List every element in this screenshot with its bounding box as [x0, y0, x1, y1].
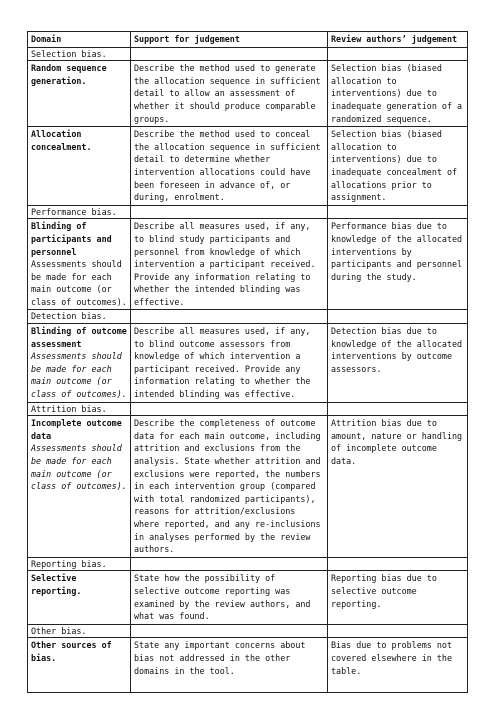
- section-row: [28, 310, 468, 324]
- support-cell: State how the possibility of selective outcome reporting was examined by the review authors, and what was found.: [131, 571, 328, 624]
- domain-title: Blinding of outcome assessment: [31, 326, 127, 349]
- section-label: Reporting bias.: [28, 557, 131, 571]
- domain-title: Other sources of bias.: [31, 640, 112, 663]
- judgement-cell: Bias due to problems not covered elsewhere in the table.: [328, 638, 468, 693]
- section-label: Detection bias.: [28, 310, 131, 324]
- domain-cell: [28, 324, 131, 403]
- section-label: Performance bias.: [28, 205, 131, 219]
- domain-cell: [28, 416, 131, 558]
- domain-cell: [28, 61, 131, 127]
- section-row: [28, 205, 468, 219]
- domain-title: Blinding of participants and personnel: [31, 221, 112, 257]
- table-row: [28, 127, 468, 206]
- header-judgement: Review authors’ judgement: [328, 32, 468, 48]
- header-row: [28, 32, 468, 48]
- section-row: [28, 557, 468, 571]
- judgement-cell: Selection bias (biased allocation to interventions) due to inadequate concealment of allocations prior to assignment.: [328, 127, 468, 206]
- judgement-cell: Performance bias due to knowledge of the allocated interventions by participants and personnel during the study.: [328, 219, 468, 310]
- header-support: Support for judgement: [131, 32, 328, 48]
- support-cell: Describe the method used to generate the allocation sequence in sufficient detail to allow an assessment of whether it should produce comparable groups.: [131, 61, 328, 127]
- domain-title: Allocation concealment.: [31, 129, 92, 152]
- table-row: [28, 61, 468, 127]
- table-row: [28, 571, 468, 624]
- domain-title: Incomplete outcome data: [31, 418, 122, 441]
- domain-title: Selective reporting.: [31, 573, 82, 596]
- section-label: Selection bias.: [28, 47, 131, 61]
- domain-cell: [28, 571, 131, 624]
- table-header: [28, 32, 468, 48]
- support-cell: Describe all measures used, if any, to blind outcome assessors from knowledge of which intervention a participant received. Provide any information relating to whether the intended blinding was effective.: [131, 324, 328, 403]
- domain-cell: [28, 638, 131, 693]
- domain-cell: [28, 219, 131, 310]
- judgement-cell: Detection bias due to knowledge of the allocated interventions by outcome assessors.: [328, 324, 468, 403]
- table-row: [28, 324, 468, 403]
- domain-cell: [28, 127, 131, 206]
- section-row: [28, 402, 468, 416]
- header-domain: Domain: [28, 32, 131, 48]
- judgement-cell: Reporting bias due to selective outcome reporting.: [328, 571, 468, 624]
- domain-title: Random sequence generation.: [31, 63, 107, 86]
- domain-note: Assessments should be made for each main outcome (or class of outcomes).: [31, 351, 127, 400]
- domain-note: Assessments should be made for each main outcome (or class of outcomes).: [31, 259, 127, 307]
- table-row: [28, 219, 468, 310]
- domain-note: Assessments should be made for each main outcome (or class of outcomes).: [31, 443, 127, 492]
- support-cell: Describe the completeness of outcome data for each main outcome, including attrition and exclusions from the analysis. State whether attrition and exclusions were reported, the numbers in each intervention group (compared with total randomized participants), reasons for attrition/exclusions where reported, and any re-inclusions in analyses performed by the review authors.: [131, 416, 328, 558]
- section-label: Attrition bias.: [28, 402, 131, 416]
- section-row: [28, 47, 468, 61]
- judgement-cell: Selection bias (biased allocation to interventions) due to inadequate generation of a randomized sequence.: [328, 61, 468, 127]
- section-label: Other bias.: [28, 624, 131, 638]
- table-row: [28, 416, 468, 558]
- risk-of-bias-table: [27, 31, 468, 693]
- support-cell: Describe all measures used, if any, to blind study participants and personnel from knowledge of which intervention a participant received. Provide any information relating to whether the intended blinding was effective.: [131, 219, 328, 310]
- support-cell: State any important concerns about bias not addressed in the other domains in the tool.: [131, 638, 328, 693]
- judgement-cell: Attrition bias due to amount, nature or handling of incomplete outcome data.: [328, 416, 468, 558]
- table-row: [28, 638, 468, 693]
- section-row: [28, 624, 468, 638]
- support-cell: Describe the method used to conceal the allocation sequence in sufficient detail to determine whether intervention allocations could have been foreseen in advance of, or during, enrolment.: [131, 127, 328, 206]
